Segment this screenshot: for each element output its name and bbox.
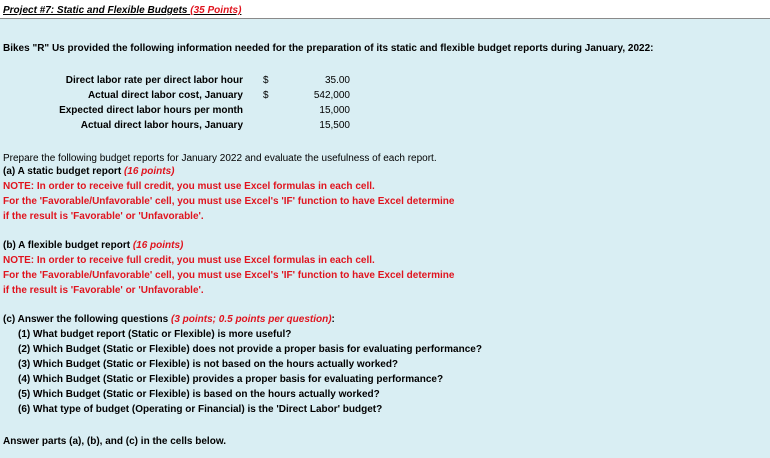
info-currency: $ bbox=[263, 75, 269, 86]
question-item: (5) Which Budget (Static or Flexible) is based on the hours actually worked? bbox=[18, 389, 380, 400]
title-points: (35 Points) bbox=[190, 5, 242, 16]
question-item: (1) What budget report (Static or Flexible) is more useful? bbox=[18, 329, 292, 340]
footer-instruction: Answer parts (a), (b), and (c) in the cells below. bbox=[3, 436, 226, 447]
title-text: Project #7: Static and Flexible Budgets bbox=[3, 5, 188, 16]
part-a-note: NOTE: In order to receive full credit, you must use Excel formulas in each cell. bbox=[3, 181, 375, 192]
part-a-note: For the 'Favorable/Unfavorable' cell, you must use Excel's 'IF' function to have Excel determine bbox=[3, 196, 455, 207]
question-item: (4) Which Budget (Static or Flexible) provides a proper basis for evaluating performance? bbox=[18, 374, 444, 385]
info-value: 15,500 bbox=[319, 120, 350, 131]
part-a-heading bbox=[3, 166, 175, 177]
info-label: Expected direct labor hours per month bbox=[59, 105, 243, 116]
part-a-note: if the result is 'Favorable' or 'Unfavorable'. bbox=[3, 211, 204, 222]
question-item: (3) Which Budget (Static or Flexible) is not based on the hours actually worked? bbox=[18, 359, 399, 370]
info-label: Direct labor rate per direct labor hour bbox=[65, 75, 243, 86]
page-title bbox=[3, 5, 241, 16]
part-a-points: (16 points) bbox=[123, 166, 175, 177]
info-value: 15,000 bbox=[319, 105, 350, 116]
part-b-note: For the 'Favorable/Unfavorable' cell, you must use Excel's 'IF' function to have Excel determine bbox=[3, 270, 455, 281]
part-b-heading bbox=[3, 240, 183, 251]
part-b-note: if the result is 'Favorable' or 'Unfavorable'. bbox=[3, 285, 204, 296]
part-b-points: (16 points) bbox=[132, 240, 184, 251]
info-label: Actual direct labor hours, January bbox=[80, 120, 243, 131]
intro-text: Bikes "R" Us provided the following information needed for the preparation of its static and flexible budget reports during January, 2022: bbox=[3, 43, 654, 54]
part-a-label: (a) A static budget report bbox=[3, 166, 122, 177]
part-c-heading bbox=[3, 314, 335, 325]
part-c-points: (3 points; 0.5 points per question) bbox=[170, 314, 332, 325]
info-value: 542,000 bbox=[313, 90, 350, 101]
question-item: (2) Which Budget (Static or Flexible) does not provide a proper basis for evaluating performance? bbox=[18, 344, 482, 355]
part-b-note: NOTE: In order to receive full credit, you must use Excel formulas in each cell. bbox=[3, 255, 375, 266]
question-item: (6) What type of budget (Operating or Financial) is the 'Direct Labor' budget? bbox=[18, 404, 383, 415]
info-value: 35.00 bbox=[324, 75, 350, 86]
info-label: Actual direct labor cost, January bbox=[87, 90, 243, 101]
part-c-label: (c) Answer the following questions bbox=[3, 314, 169, 325]
part-c-colon: : bbox=[331, 314, 335, 325]
part-b-label: (b) A flexible budget report bbox=[3, 240, 131, 251]
info-currency: $ bbox=[263, 90, 269, 101]
prepare-text: Prepare the following budget reports for January 2022 and evaluate the usefulness of each report. bbox=[3, 153, 437, 164]
